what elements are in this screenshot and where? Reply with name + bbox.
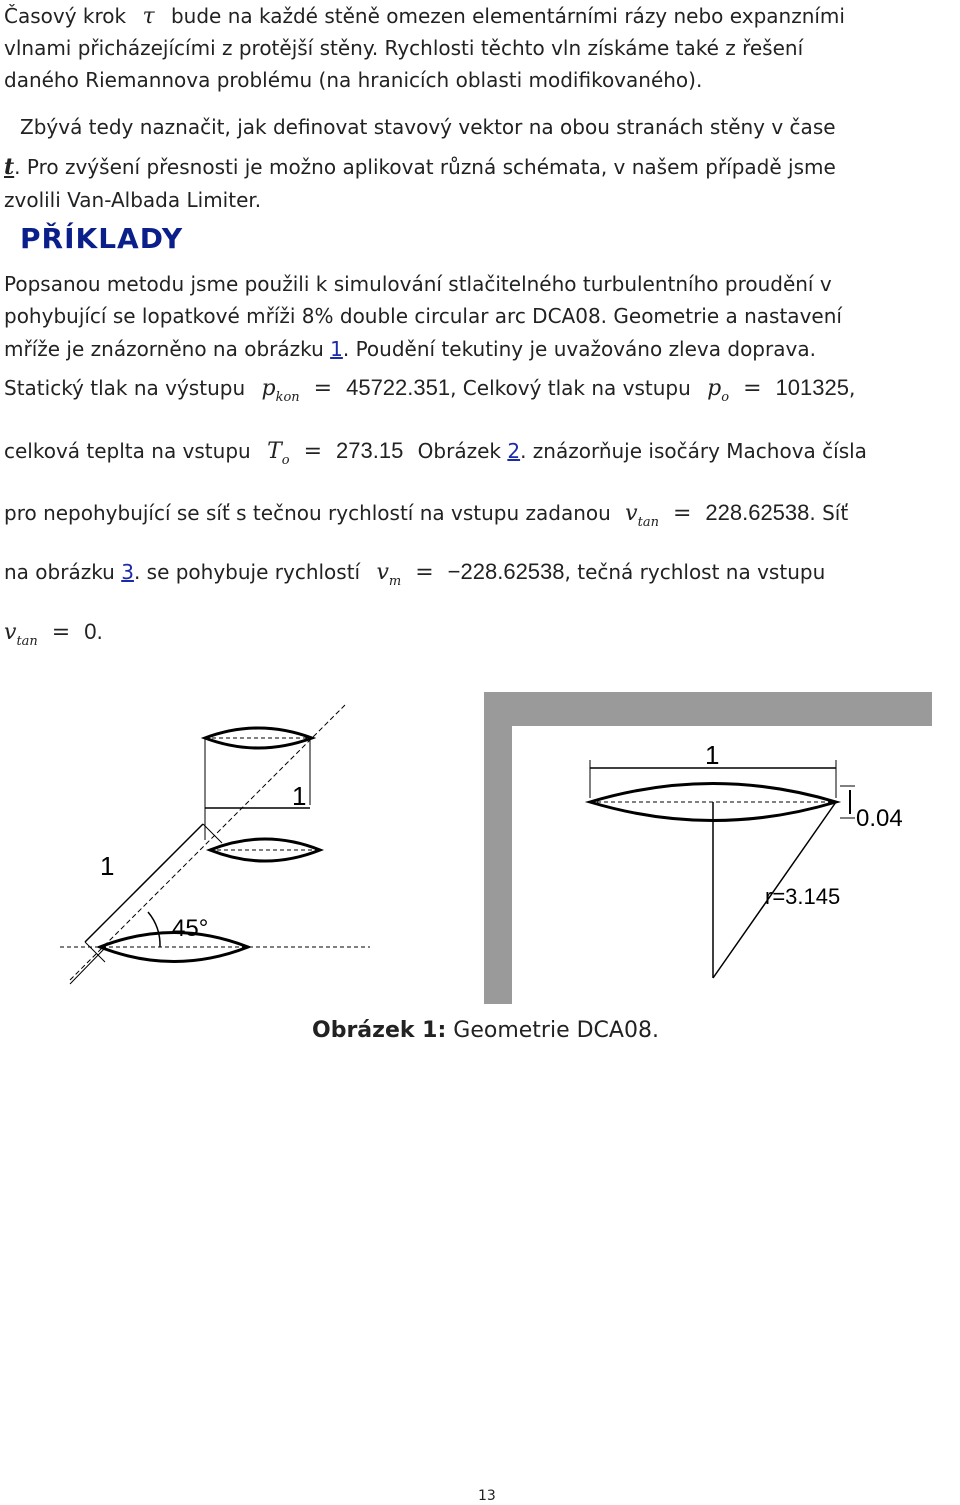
v-tan-value: 0 [84,619,97,644]
v-tan-symbol: $v_{tan}$ [625,501,659,530]
T-o-value: 273.15 [336,438,404,463]
blade-detail [484,692,932,1004]
T-o-symbol: $T_o$ [267,439,290,468]
text-line [4,372,855,414]
text-line: zvolili Van-Albada Limiter. [4,188,262,212]
text: bude na každé stěně omezen elementárními rázy nebo expanzními [170,4,845,28]
p-o-value: 101325 [775,375,849,400]
tau-symbol: τ [142,4,155,29]
text-line [4,0,845,33]
text: pro nepohybující se síť s tečnou rychlostí na vstupu zadanou [4,501,611,525]
text: na obrázku [4,560,115,584]
text: . [96,620,103,644]
text-line: daného Riemannova problému (na hranicích oblasti modifikovaného). [4,68,703,92]
figure-1-link[interactable]: 1 [330,337,343,361]
chord-label: 1 [705,740,720,770]
text: Časový krok [4,4,127,28]
equals-sign: = [303,439,323,464]
text-line: pohybující se lopatkové mříži 8% double circular arc DCA08. Geometrie a nastavení [4,304,842,328]
equals-sign: = [313,376,333,401]
text: . Pro zvýšení přesnosti je možno aplikovat různá schémata, v našem případě jsme [14,155,836,179]
text: Obrázek [417,439,501,463]
diagonal-label: 1 [100,851,115,881]
geometry-figure [0,680,960,1010]
equals-sign: = [51,620,71,645]
v-m-value: −228.62538 [447,559,565,584]
p-kon-value: 45722.351 [346,375,451,400]
section-heading: PŘÍKLADY [20,222,184,255]
text-line: vlnami přicházejícími z protější stěny. Rychlosti těchto vln získáme také z řešení [4,36,804,60]
p-kon-symbol: $p_{kon}$ [261,376,300,405]
text: Statický tlak na výstupu [4,376,246,400]
text-line [4,497,848,539]
figure-caption [312,1016,659,1046]
text-line [4,151,836,183]
text: . se pohybuje rychlostí [133,560,361,584]
equals-sign: = [672,501,692,526]
equals-sign: = [415,560,434,585]
t-symbol: t [4,154,15,180]
caption-label: Obrázek 1: [312,1018,447,1043]
figure-2-link[interactable]: 2 [507,439,521,463]
text: . Poudění tekutiny je uvažováno zleva doprava. [342,337,816,361]
equals-sign: = [743,376,762,401]
text-line [4,556,825,598]
v-tan-symbol: $v_{tan}$ [4,620,38,649]
angle-label: 45° [172,915,209,942]
figure-3-link[interactable]: 3 [121,560,134,584]
v-m-symbol: $v_m$ [376,560,402,589]
text-line [4,616,103,658]
text-line: Zbývá tedy naznačit, jak definovat stavový vektor na obou stranách stěny v čase [20,115,836,139]
text: , Celkový tlak na vstupu [450,376,691,400]
pitch-label: 1 [292,781,307,811]
radius-label: r=3.145 [765,884,841,909]
text: , tečná rychlost na vstupu [564,560,826,584]
text: mříže je znázorněno na obrázku [4,337,324,361]
text: . znázorňuje isočáry Machova čísla [520,439,867,463]
caption-text: Geometrie DCA08. [446,1018,659,1043]
p-o-symbol: $p_o$ [707,376,730,405]
v-tan-value: 228.62538 [705,500,810,525]
text-line [4,333,816,365]
thickness-label: 0.04 [856,805,903,832]
text: , [848,376,856,400]
cascade-diagram [60,705,370,984]
text-line [4,435,867,477]
text: . Síť [809,501,849,525]
text: celková teplta na vstupu [4,439,251,463]
text-line: Popsanou metodu jsme použili k simulování stlačitelného turbulentního proudění v [4,272,832,296]
page-number: 13 [478,1488,496,1504]
